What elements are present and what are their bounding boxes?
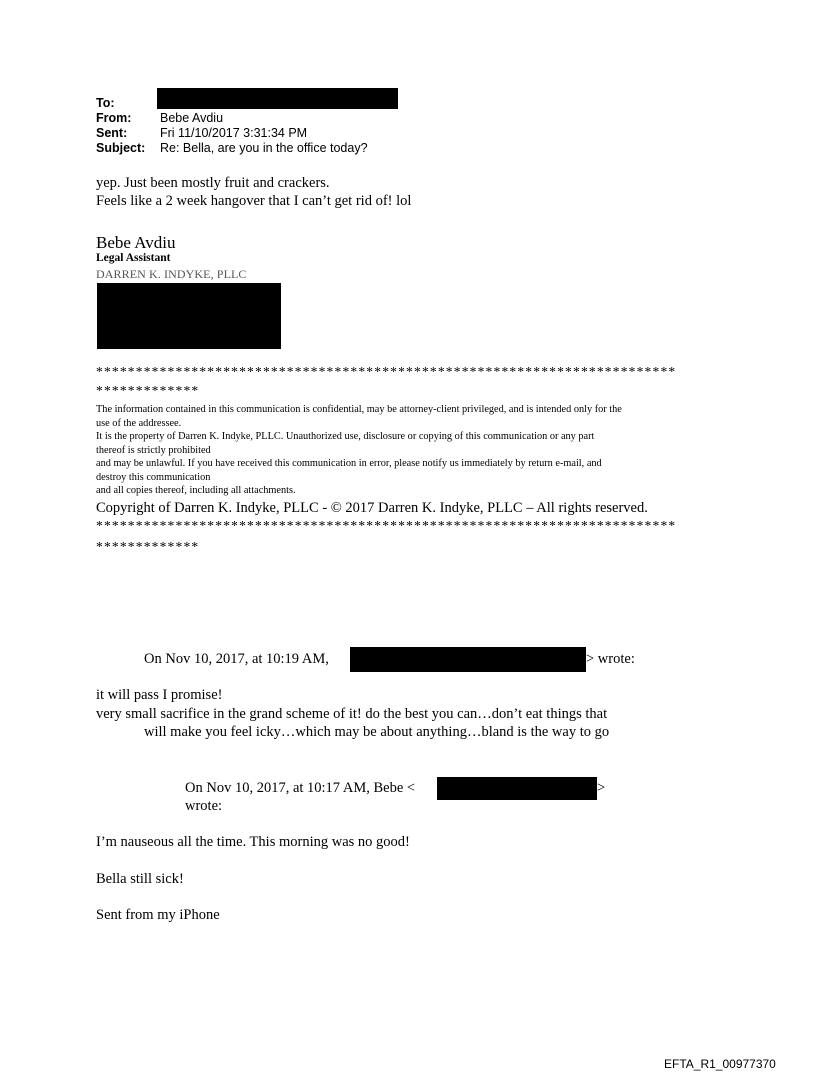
disclaimer-line: The information contained in this communication is confidential, may be attorney-client privileged, and is intended only for the: [96, 404, 622, 415]
quote1-sender-redaction: [350, 647, 586, 672]
quote2-line-1: I’m nauseous all the time. This morning was no good!: [96, 834, 410, 850]
disclaimer-line: use of the addressee.: [96, 417, 182, 429]
to-redaction: [157, 88, 398, 109]
quote2-line-2: Bella still sick!: [96, 871, 184, 887]
message-line-2: Feels like a 2 week hangover that I can’t get rid of! lol: [96, 193, 412, 209]
disclaimer-line: thereof is strictly prohibited: [96, 444, 211, 456]
subject-value: Re: Bella, are you in the office today?: [160, 141, 368, 155]
signature-redaction: [97, 283, 281, 349]
quote1-line-1: it will pass I promise!: [96, 687, 223, 703]
disclaimer-line: and may be unlawful. If you have received this communication in error, please notify us immediately by return e-mail, and: [96, 458, 602, 469]
quote2-line-3: Sent from my iPhone: [96, 907, 220, 923]
quote1-intro: On Nov 10, 2017, at 10:19 AM,: [144, 651, 329, 667]
stars-divider-bottom-tail: *************: [96, 539, 200, 554]
bates-number: EFTA_R1_00977370: [664, 1057, 776, 1071]
from-value: Bebe Avdiu: [160, 111, 224, 125]
sent-label: Sent:: [96, 126, 128, 140]
signature-firm: DARREN K. INDYKE, PLLC: [96, 267, 247, 281]
message-line-1: yep. Just been mostly fruit and crackers.: [96, 175, 330, 191]
quote1-intro-wrote: > wrote:: [586, 651, 635, 667]
stars-divider-bottom: *************************************************************************: [96, 518, 677, 533]
signature-name: Bebe Avdiu: [96, 233, 176, 252]
copyright-notice: Copyright of Darren K. Indyke, PLLC - © 2017 Darren K. Indyke, PLLC – All rights reserved.: [96, 500, 648, 516]
quote2-intro-wrote: wrote:: [185, 798, 223, 814]
subject-label: Subject:: [96, 141, 146, 155]
quote1-line-3: will make you feel icky…which may be about anything…bland is the way to go: [144, 724, 610, 740]
sent-value: Fri 11/10/2017 3:31:34 PM: [160, 126, 308, 140]
quote2-sender-redaction: [437, 777, 597, 800]
disclaimer-line: and all copies thereof, including all attachments.: [96, 485, 296, 496]
quote1-line-2: very small sacrifice in the grand scheme of it! do the best you can…don’t eat things that: [96, 706, 608, 722]
disclaimer-line: It is the property of Darren K. Indyke, PLLC. Unauthorized use, disclosure or copying of this communication or any part: [96, 431, 595, 442]
stars-divider-top-tail: *************: [96, 383, 200, 398]
to-label: To:: [96, 96, 115, 110]
quote2-intro: On Nov 10, 2017, at 10:17 AM, Bebe <: [185, 780, 416, 796]
disclaimer-line: destroy this communication: [96, 471, 211, 483]
from-label: From:: [96, 111, 132, 125]
quote2-intro-close: >: [597, 780, 606, 796]
signature-title: Legal Assistant: [96, 252, 171, 264]
stars-divider-top: *************************************************************************: [96, 364, 677, 379]
